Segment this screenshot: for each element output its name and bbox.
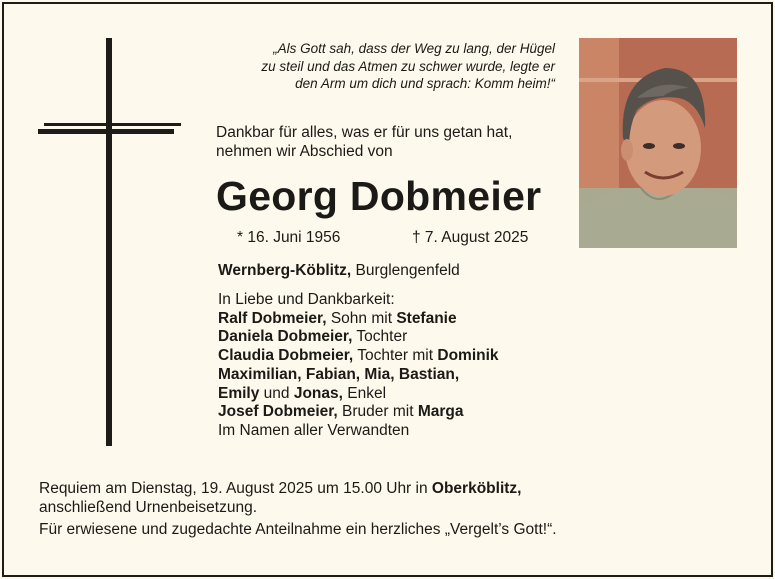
list-item: Emily und Jonas, Enkel: [218, 384, 387, 402]
intro-text: [216, 123, 512, 161]
list-item: Daniela Dobmeier, Tochter: [218, 328, 408, 346]
intro-line: nehmen wir Abschied von: [216, 143, 393, 160]
intro-line: Dankbar für alles, was er für uns getan hat,: [216, 124, 513, 141]
list-item: Josef Dobmeier, Bruder mit Marga: [218, 403, 464, 421]
list-item: Maximilian, Fabian, Mia, Bastian,: [218, 365, 460, 383]
portrait-photo: [579, 38, 737, 248]
quote-line: „Als Gott sah, dass der Weg zu lang, der Hügel: [273, 41, 555, 56]
list-item: Claudia Dobmeier, Tochter mit Dominik: [218, 347, 499, 365]
residence-secondary: Burglengenfeld: [351, 262, 460, 279]
service-line: Requiem am Dienstag, 19. August 2025 um 15.00 Uhr in Oberköblitz,: [39, 480, 522, 497]
birth-date: * 16. Juni 1956: [237, 229, 341, 246]
quote: [195, 40, 555, 93]
deceased-name: Georg Dobmeier: [216, 173, 542, 219]
mourners-heading: In Liebe und Dankbarkeit:: [218, 291, 395, 308]
quote-line: zu steil und das Atmen zu schwer wurde, legte er: [261, 58, 555, 74]
list-item: Im Namen aller Verwandten: [218, 421, 410, 439]
thanks-line: Für erwiesene und zugedachte Anteilnahme ein herzliches „Vergelt’s Gott!“.: [39, 521, 557, 538]
death-date: † 7. August 2025: [412, 229, 529, 246]
residence-primary: Wernberg-Köblitz,: [218, 262, 352, 279]
mourners-list: [218, 291, 499, 441]
list-item: Ralf Dobmeier, Sohn mit Stefanie: [218, 309, 457, 327]
service-info: [39, 480, 521, 517]
service-line: anschließend Urnenbeisetzung.: [39, 498, 257, 516]
quote-line: den Arm um dich und sprach: Komm heim!“: [295, 76, 555, 91]
residence: [218, 262, 460, 280]
